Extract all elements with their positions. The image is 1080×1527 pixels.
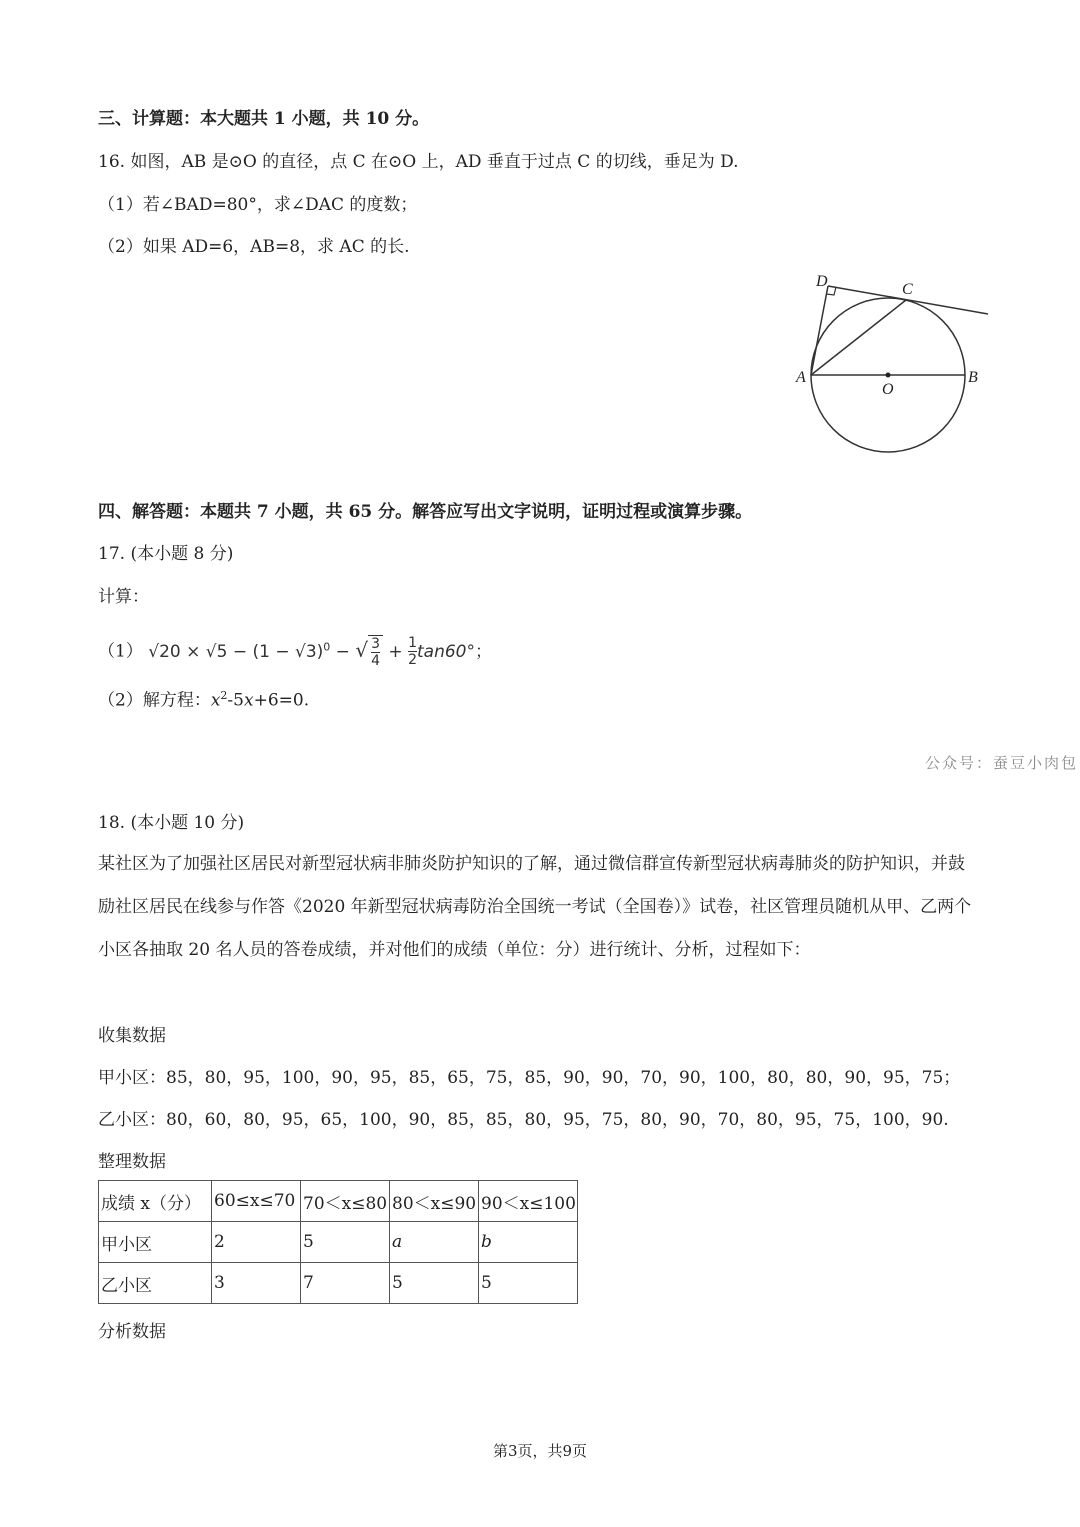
- table-row: [99, 1263, 578, 1304]
- q18-title: 18. (本小题 10 分): [98, 813, 245, 833]
- collect-heading: 收集数据: [98, 1026, 166, 1046]
- q18-body: 某社区为了加强社区居民对新型冠状病非肺炎防护知识的了解，通过微信群宣传新型冠状病毒肺炎的防护知识，并鼓励社区居民在线参与作答《2020 年新型冠状病毒防治全国统一考试（全国卷）》试卷，社区管理员随机从甲、乙两个小区各抽取 20 名人员的答卷成绩，并对他们的成绩（单位：分）进行统计、分析，过程如下：: [98, 854, 972, 960]
- table-header-cell: 60≤x≤70: [212, 1181, 301, 1222]
- label-b: B: [968, 369, 978, 386]
- table-cell: b: [479, 1222, 578, 1263]
- q16-part1: （1）若∠BAD=80°，求∠DAC 的度数；: [98, 195, 418, 215]
- expr-sqrt5: √5: [205, 641, 228, 662]
- expr-sqrt20: √20: [148, 641, 181, 662]
- q17-part1-label: （1）: [98, 641, 143, 662]
- center-dot: [886, 373, 891, 378]
- q17-part2: （2）解方程：$x^2-5x+6=0$.: [98, 689, 310, 711]
- q17-intro: 计算：: [98, 587, 149, 607]
- yi-data: 乙小区：80，60，80，95，65，100，90，85，85，80，95，75，80，90，70，80，95，75，100，90.: [98, 1110, 949, 1130]
- chord-ac: [811, 300, 906, 375]
- expr-tan60: tan60°: [417, 641, 475, 662]
- table-header-cell: 70＜x≤80: [301, 1181, 390, 1222]
- grades-table: [98, 1180, 578, 1304]
- table-header-cell: 90＜x≤100: [479, 1181, 578, 1222]
- table-header-cell: 成绩 x（分）: [99, 1181, 212, 1222]
- q17-part1-expression: $√20 \times √5 - (1 - √3)^0$ − √ $\frac{3}{4}$ + $\frac{1}{2}$ tan60°；: [148, 635, 492, 669]
- table-row: [99, 1222, 578, 1263]
- q16-part2: （2）如果 AD=6，AB=8，求 AC 的长.: [98, 237, 410, 257]
- table-cell: 甲小区: [99, 1222, 212, 1263]
- jia-data: 甲小区：85，80，95，100，90，95，85，65，75，85，90，90，70，90，100，80，80，90，95，75；: [98, 1068, 961, 1088]
- watermark: 公众号：蚕豆小肉包: [924, 754, 1078, 772]
- table-cell: 7: [301, 1263, 390, 1304]
- label-a: A: [796, 369, 806, 386]
- table-cell: 5: [390, 1263, 479, 1304]
- page-footer: 第3页，共9页: [492, 1442, 588, 1460]
- expr-frac-half: $\frac{1}{2}$: [408, 635, 417, 669]
- q16-stem: 16. 如图，AB 是⊙O 的直径，点 C 在⊙O 上，AD 垂直于过点 C 的切线，垂足为 D.: [98, 152, 739, 172]
- label-c: C: [902, 281, 913, 298]
- table-header-row: [99, 1181, 578, 1222]
- table-cell: 5: [479, 1263, 578, 1304]
- expr-sqrt3: √3: [294, 641, 317, 662]
- label-d: D: [816, 273, 828, 290]
- section-heading-3: 三、计算题：本大题共 1 小题，共 10 分。: [98, 109, 430, 129]
- expr-sqrt-frac: $\frac{3}{4}$: [368, 635, 383, 669]
- table-header-cell: 80＜x≤90: [390, 1181, 479, 1222]
- table-cell: 乙小区: [99, 1263, 212, 1304]
- q17-part1: [98, 634, 492, 669]
- table-cell: 5: [301, 1222, 390, 1263]
- table-cell: 2: [212, 1222, 301, 1263]
- label-o: O: [882, 381, 894, 398]
- section-heading-4: 四、解答题：本题共 7 小题，共 65 分。解答应写出文字说明，证明过程或演算步骤。: [98, 502, 753, 522]
- analyze-heading: 分析数据: [98, 1322, 166, 1342]
- organize-heading: 整理数据: [98, 1152, 166, 1172]
- table-cell: 3: [212, 1263, 301, 1304]
- q16-circle-figure: [790, 262, 1000, 462]
- table-cell: a: [390, 1222, 479, 1263]
- q17-title: 17. (本小题 8 分): [98, 544, 234, 564]
